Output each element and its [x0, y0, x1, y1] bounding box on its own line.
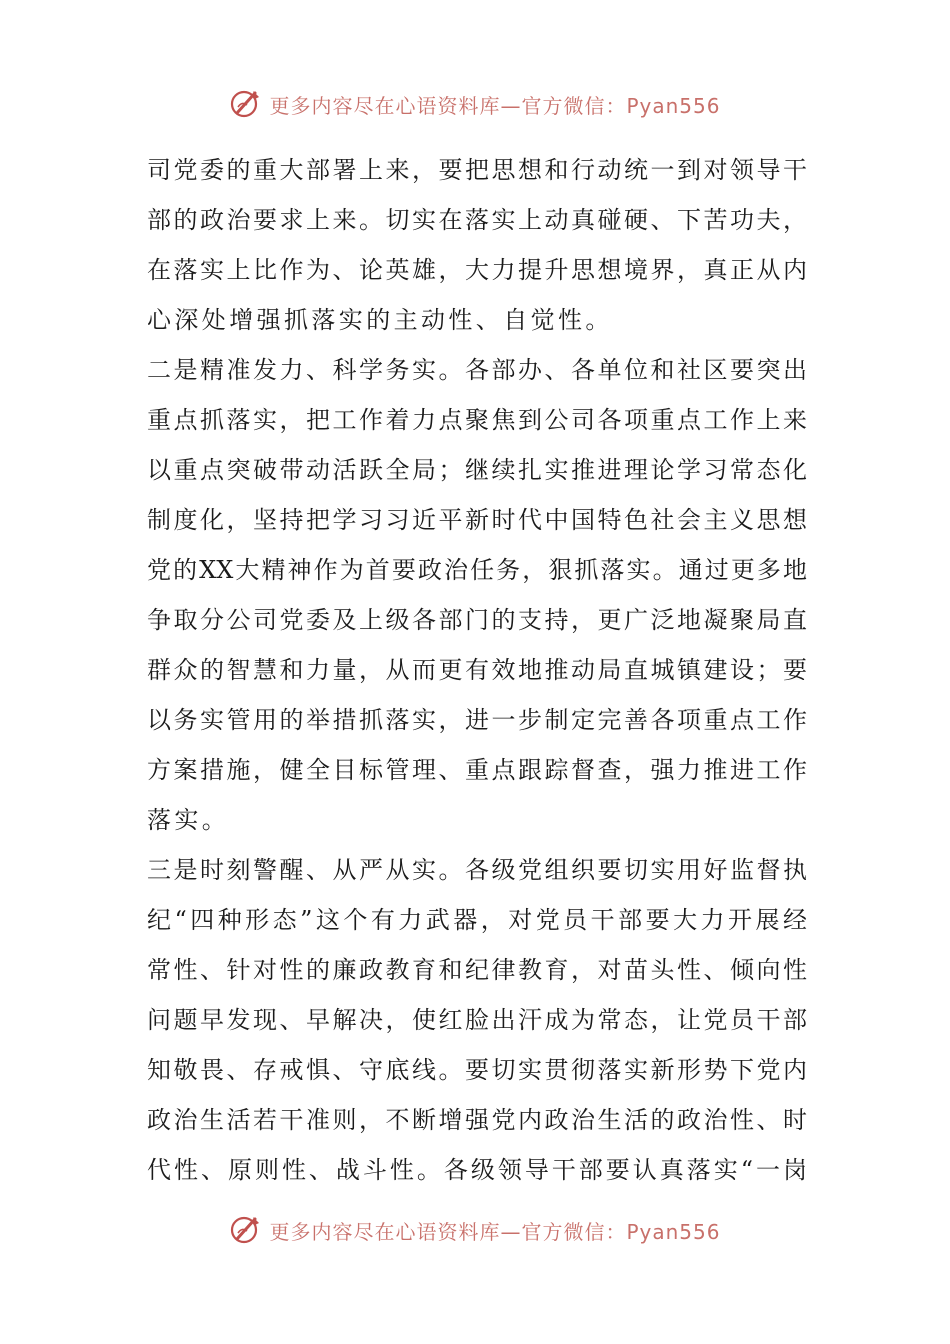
text-line: 心深处增强抓落实的主动性、自觉性。	[147, 306, 613, 334]
text-line: 司党委的重大部署上来，要把思想和行动统一到对领导干	[147, 156, 807, 184]
text-line: 部的政治要求上来。切实在落实上动真碰硬、下苦功夫，	[147, 206, 807, 234]
text-line: 方案措施，健全目标管理、重点跟踪督查，强力推进工作	[147, 756, 807, 784]
text-line: 纪“四种形态”这个有力武器，对党员干部要大力开展经	[147, 906, 807, 934]
footer-watermark-text: 更多内容尽在心语资料库—官方微信：Pyan556	[269, 1219, 721, 1244]
text-line: 制度化，坚持把学习习近平新时代中国特色社会主义思想	[147, 506, 807, 534]
text-line: 三是时刻警醒、从严从实。各级党组织要切实用好监督执	[147, 856, 807, 884]
text-line: 知敬畏、存戒惧、守底线。要切实贯彻落实新形势下党内	[147, 1056, 807, 1084]
text-line: 以务实管用的举措抓落实，进一步制定完善各项重点工作	[147, 706, 807, 734]
text-line: 在落实上比作为、论英雄，大力提升思想境界，真正从内	[147, 256, 807, 284]
pen-seal-icon	[229, 1213, 263, 1247]
text-line: 重点抓落实，把工作着力点聚焦到公司各项重点工作上来	[147, 406, 807, 434]
header-watermark	[0, 84, 950, 124]
text-line: 争取分公司党委及上级各部门的支持，更广泛地凝聚局直	[147, 606, 807, 634]
text-line: 群众的智慧和力量，从而更有效地推动局直城镇建设；要	[147, 656, 807, 684]
pen-seal-icon	[229, 87, 263, 121]
header-watermark-text: 更多内容尽在心语资料库—官方微信：Pyan556	[269, 93, 721, 118]
text-line: 落实。	[147, 806, 230, 834]
text-line: 二是精准发力、科学务实。各部办、各单位和社区要突出	[147, 356, 807, 384]
text-line: 党的XX大精神作为首要政治任务，狠抓落实。通过更多地	[147, 556, 807, 584]
footer-watermark	[0, 1210, 950, 1250]
text-line: 以重点突破带动活跃全局；继续扎实推进理论学习常态化	[147, 456, 807, 484]
text-line: 常性、针对性的廉政教育和纪律教育，对苗头性、倾向性	[147, 956, 807, 984]
text-line: 问题早发现、早解决，使红脸出汗成为常态，让党员干部	[147, 1006, 807, 1034]
text-line: 代性、原则性、战斗性。各级领导干部要认真落实“一岗	[147, 1156, 807, 1184]
document-body	[147, 145, 807, 1195]
text-line: 政治生活若干准则，不断增强党内政治生活的政治性、时	[147, 1106, 807, 1134]
